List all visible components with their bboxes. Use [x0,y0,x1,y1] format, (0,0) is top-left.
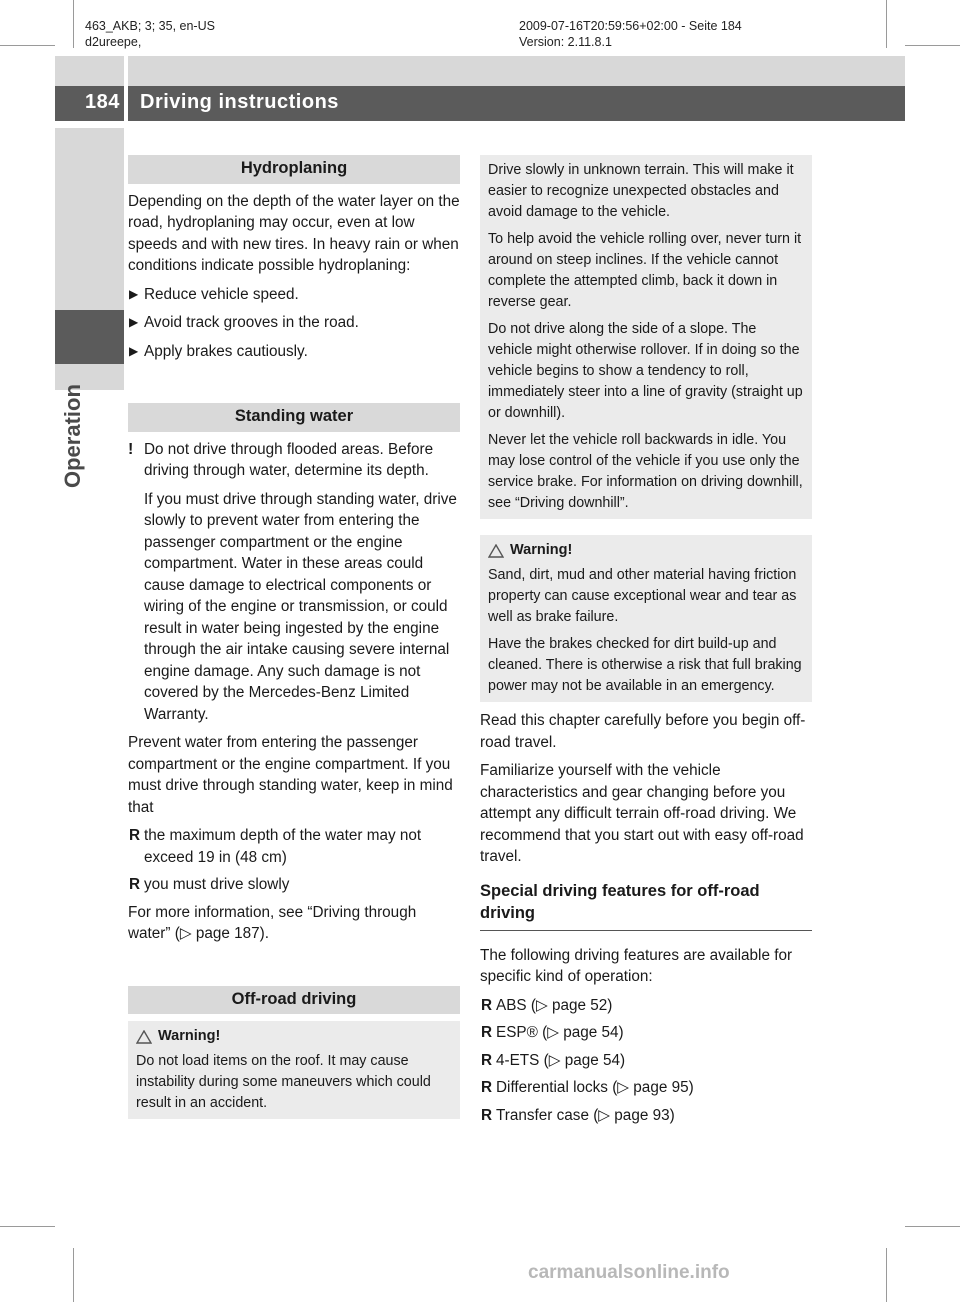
print-meta-left [85,18,215,50]
header-divider [124,56,128,121]
warning-box [480,535,812,702]
side-tab-marker [55,310,124,364]
bullet-r-icon: R [129,876,141,893]
crop-mark [73,1248,74,1302]
warning-title: Warning! [158,1028,221,1044]
crop-mark [886,1248,887,1302]
bullet-r-icon: R [481,996,493,1014]
left-column [128,155,460,1119]
meta-user: d2ureepe, [85,35,142,49]
meta-timestamp: 2009-07-16T20:59:56+02:00 - Seite 184 [519,19,742,33]
caution-exclamation-icon: ! [128,440,134,458]
crop-mark [73,0,74,48]
footer-watermark[interactable]: carmanualsonline.info [528,1262,730,1283]
list-item: R you must drive slowly [128,874,460,896]
crop-mark [886,0,887,48]
box-paragraph: To help avoid the vehicle rolling over, never turn it around on steep inclines. If the vehicle cannot complete the attempted climb, back it down in reverse gear. [488,231,802,310]
body-paragraph: Read this chapter carefully before you begin off-road travel. [480,712,806,751]
box-paragraph: Drive slowly in unknown terrain. This will make it easier to recognize unexpected obstacles and avoid damage to the vehicle. [488,162,794,220]
bullet-r-icon: R [481,1106,493,1124]
warning-box [128,1021,460,1119]
bullet-r-icon: R [481,1051,493,1069]
section-title-offroad: Off-road driving [128,986,460,1015]
warning-triangle-icon [488,544,504,558]
body-paragraph: Familiarize yourself with the vehicle characteristics and gear changing before you attempt any difficult terrain off-road driving. We recommend that you start out with easy off-road travel. [480,762,804,865]
list-item[interactable]: R Differential locks (▷ page 95) [480,1077,812,1099]
warning-text: Have the brakes checked for dirt build-up and cleaned. There is otherwise a risk that full braking power may not be available in an emergency. [488,636,802,694]
warning-text: Sand, dirt, mud and other material having friction property can cause exceptional wear and tear as well as brake failure. [488,567,797,625]
list-item[interactable]: R 4-ETS (▷ page 54) [480,1050,812,1072]
crop-mark [905,1226,960,1227]
warning-title: Warning! [510,542,573,558]
step-item: ▶ Avoid track grooves in the road. [128,312,460,334]
crop-mark [0,45,55,46]
note-paragraph: If you must drive through standing water, drive slowly to prevent water from entering the passenger compartment or the engine compartment. Water in these areas could cause damage to electrical components or wiring of the engine or transmission, or could result in water being ingested by the engine through the air intake causing severe internal engine damage. Any such damage is not covered by the Mercedes-Benz Limited Warranty. [144,490,457,723]
caution-note [128,439,460,726]
more-info-link[interactable]: For more information, see “Driving through water” (▷ page 187). [128,903,417,942]
bullet-r-icon: R [481,1024,493,1041]
chapter-title: Driving instructions [140,91,339,113]
bullet-r-icon: R [481,1079,493,1096]
hydroplaning-intro: Depending on the depth of the water layer on the road, hydroplaning may occur, even at low speeds and with new tires. In heavy rain or when conditions indicate possible hydroplaning: [128,192,460,274]
meta-doc-id: 463_AKB; 3; 35, en-US [85,19,215,33]
crop-mark [905,45,960,46]
side-chapter-label: Operation [60,384,85,488]
warning-text: Do not load items on the roof. It may cause instability during some maneuvers which could result in an accident. [136,1053,431,1111]
right-column [480,155,812,1132]
special-intro: The following driving features are available for specific kind of operation: [480,946,793,985]
step-item: ▶ Apply brakes cautiously. [128,341,460,363]
box-paragraph: Never let the vehicle roll backwards in idle. You may lose control of the vehicle if you use only the service brake. For information on driving downhill, see “Driving downhill”. [488,432,803,511]
offroad-info-box [480,155,812,519]
print-meta-right [519,18,742,50]
standing-water-para: Prevent water from entering the passenger compartment or the engine compartment. If you must drive through standing water, keep in mind that [128,734,453,816]
crop-mark [0,1226,55,1227]
step-item: ▶ Reduce vehicle speed. [128,284,460,306]
warning-triangle-icon [136,1030,152,1044]
bullet-r-icon: R [129,827,141,844]
section-title-hydroplaning: Hydroplaning [128,155,460,184]
page-number: 184 [85,91,120,113]
list-item[interactable]: R Transfer case (▷ page 93) [480,1105,812,1127]
meta-version: Version: 2.11.8.1 [519,35,612,49]
list-item: R the maximum depth of the water may not exceed 19 in (48 cm) [129,827,422,866]
box-paragraph: Do not drive along the side of a slope. The vehicle might otherwise rollover. If in doing so the vehicle begins to show a tendency to roll, immediately steer into a line of gravity (straight up or downhill). [488,321,803,421]
note-paragraph: Do not drive through flooded areas. Before driving through water, determine its depth. [144,440,434,479]
arrow-right-icon: ▶ [129,315,139,329]
subsection-title-special-features: Special driving features for off-road driving [480,880,812,931]
list-item[interactable]: R ABS (▷ page 52) [480,995,812,1017]
list-item[interactable]: R ESP® (▷ page 54) [480,1022,812,1044]
section-title-standing-water: Standing water [128,403,460,432]
arrow-right-icon: ▶ [129,286,139,301]
arrow-right-icon: ▶ [129,343,139,358]
